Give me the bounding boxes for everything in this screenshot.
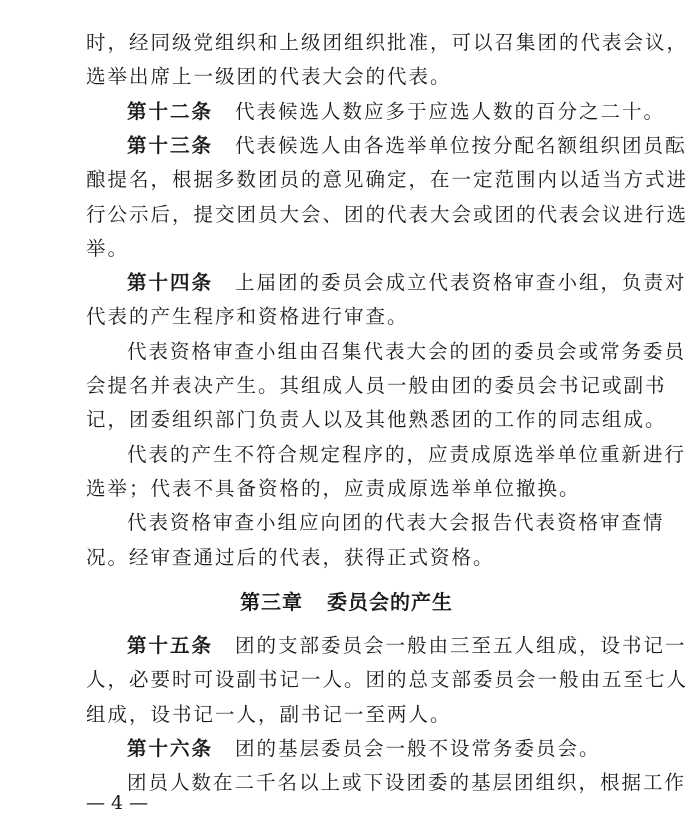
article-title: 第十二条 <box>127 100 214 123</box>
article-12 <box>127 97 666 127</box>
text-line: 会提名并表决产生。其组成人员一般由团的委员会书记或副书 <box>86 374 667 397</box>
article-16 <box>127 734 606 764</box>
text-line: 选举出席上一级团的代表大会的代表。 <box>86 65 452 88</box>
article-text: 上届团的委员会成立代表资格审查小组，负责对 <box>235 271 687 294</box>
text-line: 况。经审查通过后的代表，获得正式资格。 <box>86 546 495 569</box>
article-14 <box>127 268 687 298</box>
chapter-number: 第三章 <box>240 589 303 614</box>
article-13 <box>127 131 687 161</box>
text-line: 酿提名，根据多数团员的意见确定，在一定范围内以适当方式进 <box>86 168 689 191</box>
chapter-heading <box>0 587 693 617</box>
text-line: 举。 <box>86 237 130 260</box>
text-line: 代表资格审查小组应向团的代表大会报告代表资格审查情 <box>127 511 665 534</box>
text-line: 记，团委组织部门负责人以及其他熟悉团的工作的同志组成。 <box>86 408 667 431</box>
text-line: 时，经同级党组织和上级团组织批准，可以召集团的代表会议， <box>86 31 689 54</box>
article-text: 代表候选人数应多于应选人数的百分之二十。 <box>235 100 666 123</box>
text-line: 代表的产生不符合规定程序的，应责成原选举单位重新进行 <box>127 443 687 466</box>
text-line: 组成，设书记一人，副书记一至两人。 <box>86 703 452 726</box>
text-line: 团员人数在二千名以上或下设团委的基层团组织，根据工作 <box>127 771 687 794</box>
article-text: 代表候选人由各选举单位按分配名额组织团员酝 <box>235 134 687 157</box>
article-title: 第十三条 <box>127 134 214 157</box>
article-text: 团的支部委员会一般由三至五人组成，设书记一 <box>235 634 687 657</box>
text-line: 选举；代表不具备资格的，应责成原选举单位撤换。 <box>86 477 581 500</box>
article-text: 团的基层委员会一般不设常务委员会。 <box>235 737 601 760</box>
text-line: 代表资格审查小组由召集代表大会的团的委员会或常务委员 <box>127 340 687 363</box>
text-line: 行公示后，提交团员大会、团的代表大会或团的代表会议进行选 <box>86 203 689 226</box>
article-title: 第十五条 <box>127 634 214 657</box>
article-title: 第十四条 <box>127 271 214 294</box>
article-title: 第十六条 <box>127 737 214 760</box>
text-line: 代表的产生程序和资格进行审查。 <box>86 305 409 328</box>
chapter-title: 委员会的产生 <box>327 589 453 614</box>
page-number: — 4 — <box>86 792 149 814</box>
article-15 <box>127 631 687 661</box>
text-line: 人，必要时可设副书记一人。团的总支部委员会一般由五至七人 <box>86 668 689 691</box>
